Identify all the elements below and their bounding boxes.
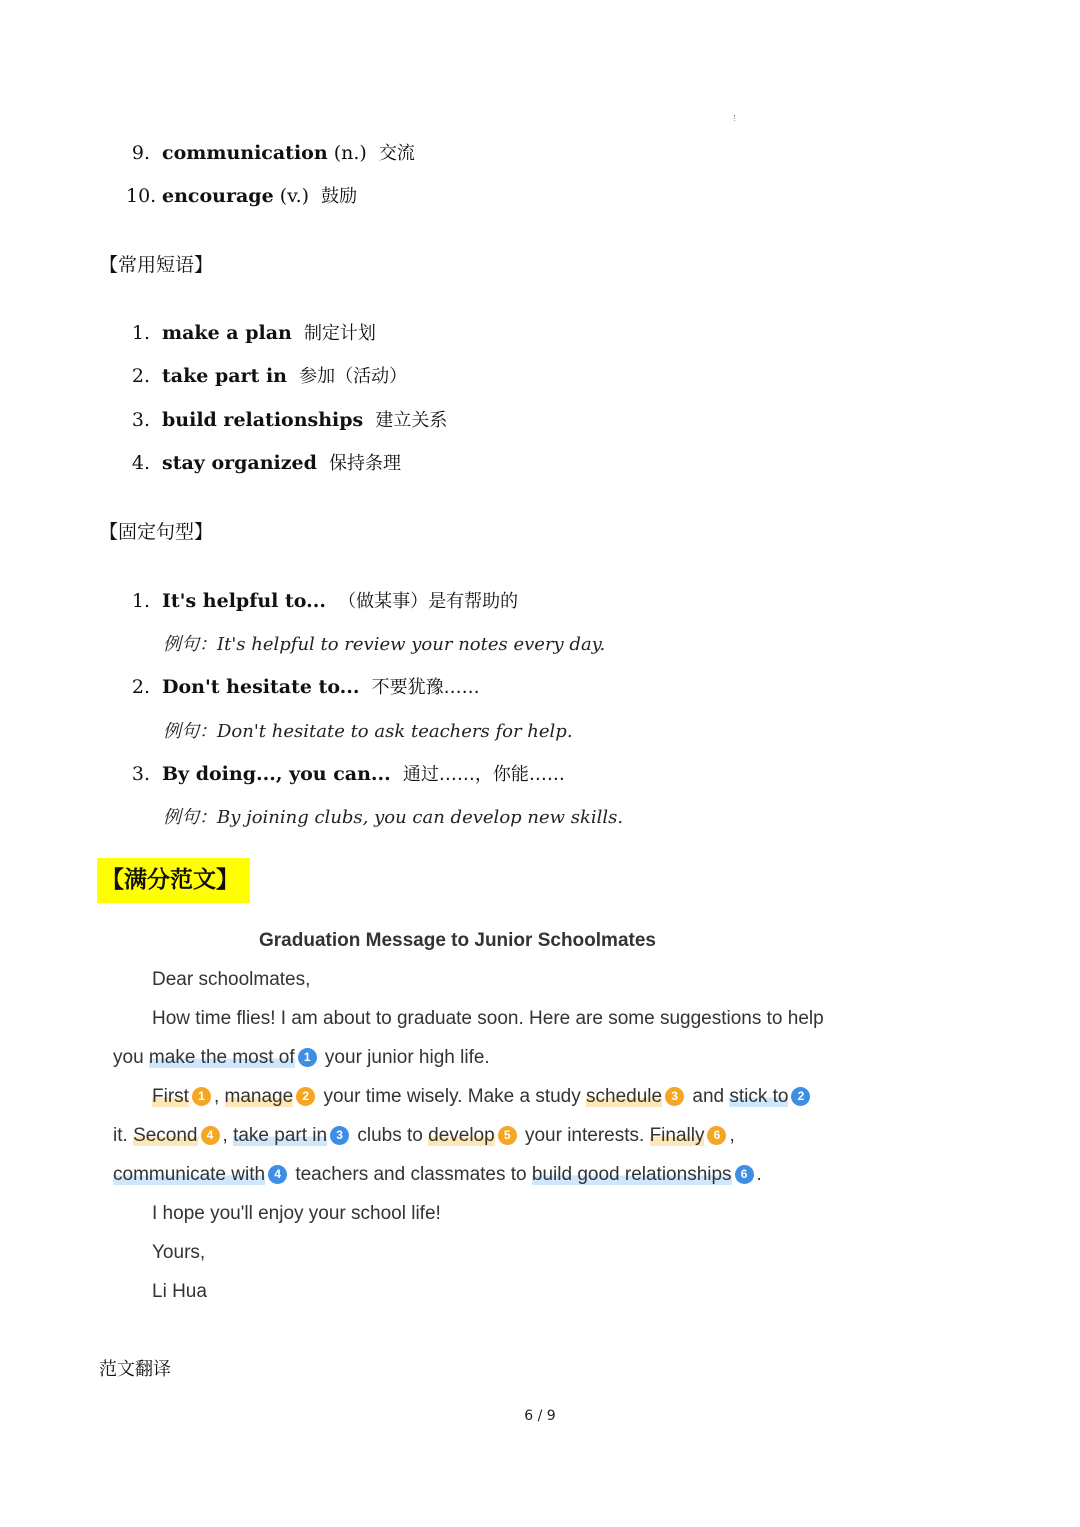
vocab-item [126, 182, 357, 208]
phrase-zh: 保持条理 [329, 453, 402, 474]
number-badge: 5 [498, 1126, 517, 1145]
essay-greeting: Dear schoolmates, [152, 969, 311, 990]
essay-text: , [729, 1125, 735, 1146]
phrase-item [126, 319, 376, 345]
pattern-number: 1. [131, 590, 150, 612]
highlighted-phrase: stick to [729, 1086, 789, 1107]
essay-line [113, 1164, 762, 1186]
highlighted-phrase: communicate with [113, 1164, 266, 1185]
highlighted-phrase: take part in [233, 1125, 328, 1146]
vocab-pos: (v.) [279, 185, 310, 207]
pattern-zh: 不要犹豫…… [371, 677, 480, 698]
phrase-number: 1. [131, 322, 150, 344]
phrase-item [126, 362, 407, 388]
highlighted-phrase: build good relationships [531, 1164, 732, 1185]
pattern-en: Don't hesitate to... [162, 676, 360, 698]
page-number: 6 / 9 [524, 1408, 556, 1424]
highlighted-word: Finally [649, 1125, 705, 1146]
essay-line [113, 1125, 735, 1147]
number-badge: 3 [330, 1126, 349, 1145]
highlighted-phrase: make the most of [148, 1047, 295, 1068]
model-heading-highlight [97, 858, 250, 903]
number-badge: 4 [201, 1126, 220, 1145]
essay-text: , [213, 1086, 220, 1107]
number-badge: 6 [735, 1165, 754, 1184]
phrase-item [126, 449, 401, 475]
essay-line [152, 1086, 813, 1108]
pattern-item [126, 760, 565, 786]
example-text: It's helpful to review your notes every day. [217, 634, 606, 655]
essay-line: How time flies! I am about to graduate soon. Here are some suggestions to help [152, 1008, 824, 1029]
phrase-en: stay organized [162, 452, 317, 474]
number-badge: 3 [665, 1087, 684, 1106]
phrase-en: build relationships [162, 409, 364, 431]
essay-text: clubs to [352, 1125, 429, 1146]
highlighted-word: manage [224, 1086, 294, 1107]
phrase-number: 4. [131, 452, 150, 474]
essay-line [113, 1047, 490, 1069]
example-text: Don't hesitate to ask teachers for help. [217, 721, 573, 742]
essay-signoff: Yours, [152, 1242, 206, 1263]
vocab-pos: (n.) [333, 142, 367, 164]
essay-text: , [222, 1125, 228, 1146]
pattern-example [163, 717, 573, 743]
essay-signature: Li Hua [152, 1281, 207, 1302]
essay-text: your interests. [519, 1125, 650, 1146]
highlighted-word: develop [428, 1125, 495, 1146]
example-text: By joining clubs, you can develop new skills. [217, 807, 624, 828]
pattern-zh: 通过……，你能…… [402, 764, 565, 785]
essay-text: teachers and classmates to [290, 1164, 532, 1185]
highlighted-word: First [152, 1086, 189, 1107]
pattern-example [163, 803, 623, 829]
pattern-zh: （做某事）是有帮助的 [338, 591, 519, 612]
model-heading: 【满分范文】 [101, 867, 239, 893]
essay-text: . [756, 1164, 762, 1185]
pattern-en: By doing..., you can... [162, 763, 391, 785]
phrase-en: take part in [162, 365, 287, 387]
vocab-item [126, 139, 415, 165]
pattern-item [126, 673, 480, 699]
vocab-meaning: 交流 [378, 143, 415, 164]
number-badge: 6 [707, 1126, 726, 1145]
pattern-number: 2. [131, 676, 150, 698]
number-badge: 2 [296, 1087, 315, 1106]
pattern-number: 3. [131, 763, 150, 785]
vocab-word: communication [162, 142, 328, 164]
essay-text: you [113, 1047, 149, 1068]
phrase-number: 3. [131, 409, 150, 431]
essay-text: your time wisely. Make a study [318, 1086, 587, 1107]
essay-title: Graduation Message to Junior Schoolmates [259, 930, 656, 951]
phrase-zh: 参加（活动） [299, 366, 408, 387]
phrase-number: 2. [131, 365, 150, 387]
phrase-zh: 建立关系 [375, 410, 448, 431]
essay-text: it. [113, 1125, 134, 1146]
essay-closing: I hope you'll enjoy your school life! [152, 1203, 441, 1224]
example-label: 例句： [163, 721, 217, 742]
vocab-number: 9. [131, 142, 150, 164]
phrase-item [126, 406, 447, 432]
phrases-heading: 【常用短语】 [99, 254, 214, 276]
highlighted-word: schedule [586, 1086, 663, 1107]
vocab-meaning: 鼓励 [321, 186, 358, 207]
essay-text: your junior high life. [319, 1047, 490, 1068]
phrase-zh: 制定计划 [303, 323, 376, 344]
number-badge: 1 [298, 1048, 317, 1067]
scan-mark [734, 115, 737, 121]
phrase-en: make a plan [162, 322, 292, 344]
translation-heading: 范文翻译 [99, 1359, 171, 1380]
number-badge: 2 [791, 1087, 810, 1106]
vocab-word: encourage [162, 185, 274, 207]
example-label: 例句： [163, 634, 217, 655]
pattern-en: It's helpful to... [162, 590, 326, 612]
essay-text: and [687, 1086, 730, 1107]
example-label: 例句： [163, 807, 217, 828]
patterns-heading: 【固定句型】 [99, 521, 214, 543]
number-badge: 4 [268, 1165, 287, 1184]
number-badge: 1 [192, 1087, 211, 1106]
vocab-number: 10. [126, 185, 157, 207]
highlighted-word: Second [133, 1125, 198, 1146]
pattern-item [126, 587, 518, 613]
pattern-example [163, 630, 605, 656]
